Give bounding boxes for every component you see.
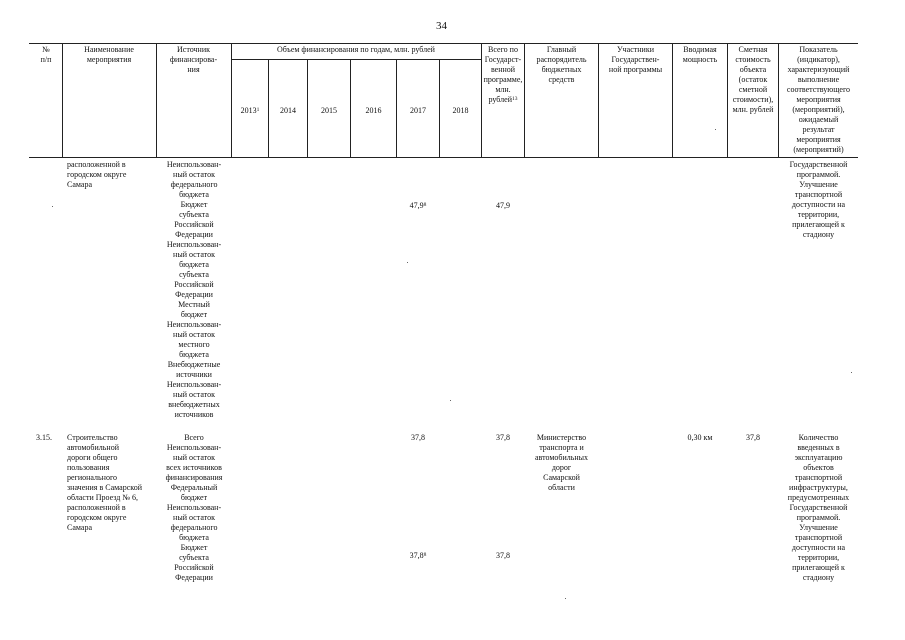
header-source-line: ния bbox=[187, 65, 200, 74]
block1-value-2017-number: 47,9 bbox=[409, 201, 424, 210]
header-participants-line: Участники bbox=[616, 45, 654, 54]
block2-manager-line: транспорта и bbox=[539, 443, 584, 452]
header-total-line: венной bbox=[490, 65, 516, 74]
block1-indicator-line: Государственной bbox=[789, 160, 848, 169]
block1-name-line: городском округе bbox=[67, 170, 127, 179]
block1-source-line: Федерации bbox=[175, 230, 213, 239]
block1-source-line: Местный bbox=[178, 300, 210, 309]
block1-source-line: Федерации bbox=[175, 290, 213, 299]
block1-indicator-tail bbox=[779, 160, 858, 240]
block1-source-line: Неиспользован- bbox=[166, 320, 222, 329]
table-top-border bbox=[29, 43, 858, 44]
header-year-2014: 2014 bbox=[280, 106, 296, 115]
header-year-2016: 2016 bbox=[365, 106, 382, 115]
block1-indicator-line: транспортной bbox=[794, 190, 843, 199]
header-indicator-line: (мероприятий) bbox=[793, 145, 844, 154]
block1-source-line: Российской bbox=[174, 280, 214, 289]
scan-speck bbox=[52, 206, 53, 207]
block1-source-line: Внебюджетные bbox=[167, 360, 221, 369]
header-num-line: п/п bbox=[40, 55, 52, 64]
header-manager-line: бюджетных bbox=[541, 65, 582, 74]
header-indicator-line: выполнение bbox=[797, 75, 840, 84]
block1-source-line: источники bbox=[176, 370, 212, 379]
block1-indicator-line: стадиону bbox=[802, 230, 835, 239]
block2-indicator-line: транспортной bbox=[794, 533, 843, 542]
header-total bbox=[482, 45, 524, 105]
header-manager-line: средств bbox=[548, 75, 575, 84]
year-label: 2013 bbox=[240, 106, 257, 115]
header-year-2013 bbox=[232, 106, 268, 116]
block2-source-line: финансирования bbox=[165, 473, 223, 482]
block2-name-line: Строительство bbox=[67, 433, 118, 442]
block2-name-line: расположенной в bbox=[67, 503, 126, 512]
block2-name-line: области Проезд № 6, bbox=[67, 493, 138, 502]
block2-indicator-line: прилегающей к bbox=[792, 563, 845, 572]
col-divider bbox=[231, 43, 232, 157]
block2-source bbox=[157, 433, 231, 583]
page-number: 34 bbox=[436, 20, 447, 32]
block2-name-line: Самара bbox=[67, 523, 92, 532]
header-total-line: программе, bbox=[483, 75, 523, 84]
block1-name-line: расположенной в bbox=[67, 160, 126, 169]
header-year-2017: 2017 bbox=[410, 106, 426, 115]
header-name bbox=[63, 45, 155, 65]
block1-source-line: ный остаток bbox=[173, 330, 215, 339]
block2-manager-line: автомобильных bbox=[534, 453, 589, 462]
header-name-line: мероприятия bbox=[86, 55, 132, 64]
year-footnote: 1 bbox=[256, 107, 260, 113]
header-cost-line: объекта bbox=[739, 65, 767, 74]
block1-value-2017 bbox=[397, 201, 439, 211]
block2-num: 3.15. bbox=[36, 433, 52, 442]
block1-name-tail bbox=[67, 160, 157, 190]
header-total-line: млн. bbox=[495, 85, 511, 94]
block1-source-line: ный остаток bbox=[173, 390, 215, 399]
block2-indicator-line: программой. bbox=[796, 513, 841, 522]
block1-source-line: внебюджетных bbox=[168, 400, 220, 409]
header-participants-line: ной программы bbox=[608, 65, 663, 74]
header-cost-line: сметной bbox=[738, 85, 768, 94]
block1-indicator-line: прилегающей к bbox=[792, 220, 845, 229]
block2-source-line: Бюджет bbox=[180, 543, 208, 552]
header-manager-line: распорядитель bbox=[536, 55, 587, 64]
block2-indicator-line: Государственной bbox=[789, 503, 848, 512]
block1-indicator-line: доступности на bbox=[791, 200, 846, 209]
block2-manager-line: области bbox=[548, 483, 575, 492]
header-participants-line: Государствен- bbox=[611, 55, 660, 64]
block2-indicator-line: предусмотренных bbox=[787, 493, 850, 502]
header-name-line: Наименование bbox=[84, 45, 134, 54]
block2-indicator-line: территории, bbox=[797, 553, 840, 562]
header-indicator-line: (мероприятий), bbox=[792, 105, 845, 114]
block2-source-line: субъекта bbox=[179, 553, 209, 562]
scan-speck bbox=[565, 598, 566, 599]
block2-capacity: 0,30 км bbox=[687, 433, 713, 442]
block2-indicator-line: введенных в bbox=[797, 443, 840, 452]
block2-value-total-subject: 37,8 bbox=[496, 551, 510, 560]
header-capacity-line: мощность bbox=[682, 55, 718, 64]
header-indicator-line: ожидаемый bbox=[798, 115, 839, 124]
header-year-2015: 2015 bbox=[321, 106, 337, 115]
block1-source-line: Неиспользован- bbox=[166, 160, 222, 169]
block2-name-line: регионального bbox=[67, 473, 118, 482]
block1-indicator-line: территории, bbox=[797, 210, 840, 219]
block2-source-line: Неиспользован- bbox=[166, 503, 222, 512]
block2-indicator-line: доступности на bbox=[791, 543, 846, 552]
block1-source-line: Российской bbox=[174, 220, 214, 229]
block1-name-line: Самара bbox=[67, 180, 92, 189]
scan-speck bbox=[450, 400, 451, 401]
block1-source-line: местного bbox=[178, 340, 210, 349]
header-total-word: рублей bbox=[488, 95, 512, 104]
header-source bbox=[157, 45, 230, 75]
header-manager bbox=[525, 45, 598, 85]
header-indicator-line: характеризующий bbox=[787, 65, 850, 74]
block2-source-line: бюджета bbox=[179, 533, 209, 542]
block1-source-line: бюджета bbox=[179, 190, 209, 199]
block1-indicator-line: программой. bbox=[796, 170, 841, 179]
header-indicator-line: результат bbox=[802, 125, 835, 134]
header-bottom-border bbox=[29, 157, 858, 158]
block1-source-line: субъекта bbox=[179, 270, 209, 279]
header-cost-line: стоимость bbox=[735, 55, 771, 64]
block2-name-line: автомобильной bbox=[67, 443, 119, 452]
header-year-2018: 2018 bbox=[452, 106, 469, 115]
block1-value-total: 47,9 bbox=[496, 201, 510, 210]
block2-name-line: дороги общего bbox=[67, 453, 118, 462]
header-cost bbox=[728, 45, 778, 115]
header-indicator-line: (индикатор), bbox=[797, 55, 840, 64]
block2-source-line: всех источников bbox=[166, 463, 222, 472]
block2-manager-line: дорог bbox=[551, 463, 572, 472]
scan-speck bbox=[407, 262, 408, 263]
block2-value-total: 37,8 bbox=[496, 433, 510, 442]
block2-source-line: Неиспользован- bbox=[166, 443, 222, 452]
block1-source-line: ный остаток bbox=[173, 250, 215, 259]
block2-name-line: пользования bbox=[67, 463, 110, 472]
header-num bbox=[31, 45, 61, 65]
block2-indicator-line: стадиону bbox=[802, 573, 835, 582]
header-participants bbox=[599, 45, 672, 75]
header-indicator-line: Показатель bbox=[799, 45, 838, 54]
block1-indicator-line: Улучшение bbox=[799, 180, 838, 189]
block2-indicator-line: Улучшение bbox=[799, 523, 838, 532]
block2-source-line: ный остаток bbox=[173, 513, 215, 522]
header-indicator-line: мероприятия bbox=[796, 95, 841, 104]
block2-value-2017-subject bbox=[397, 551, 439, 561]
block1-source-line: федерального bbox=[170, 180, 218, 189]
block2-manager bbox=[525, 433, 598, 493]
block1-source-line: ный остаток bbox=[173, 170, 215, 179]
header-total-line: Всего по bbox=[488, 45, 518, 54]
block2-value-2017: 37,8 bbox=[411, 433, 425, 442]
block1-source-line: источников bbox=[174, 410, 214, 419]
header-manager-line: Главный bbox=[546, 45, 577, 54]
block2-name-line: значения в Самарской bbox=[67, 483, 143, 492]
header-capacity-line: Вводимая bbox=[683, 45, 717, 54]
block2-indicator-line: объектов bbox=[803, 463, 834, 472]
block2-name-line: городском округе bbox=[67, 513, 127, 522]
block2-name bbox=[67, 433, 157, 533]
header-capacity bbox=[673, 45, 727, 65]
block1-source-line: Неиспользован- bbox=[166, 380, 222, 389]
block2-value-2017-subject-footnote: 8 bbox=[423, 552, 427, 558]
block2-indicator bbox=[779, 433, 858, 583]
header-cost-line: млн. рублей bbox=[732, 105, 774, 114]
block2-manager-line: Самарской bbox=[543, 473, 580, 482]
header-source-line: Источник bbox=[177, 45, 210, 54]
block2-source-line: бюджет bbox=[180, 493, 208, 502]
header-indicator-line: мероприятия bbox=[796, 135, 841, 144]
block2-source-line: Федерации bbox=[175, 573, 213, 582]
header-financing-group: Объем финансирования по годам, млн. рублей bbox=[277, 45, 435, 54]
block1-source-line: Бюджет bbox=[180, 200, 208, 209]
block2-indicator-line: инфраструктуры, bbox=[789, 483, 848, 492]
block2-source-line: федерального bbox=[170, 523, 218, 532]
block1-source-line: бюджета bbox=[179, 260, 209, 269]
header-indicator bbox=[779, 45, 858, 155]
header-num-line: № bbox=[42, 45, 50, 54]
block1-source-line: бюджета bbox=[179, 350, 209, 359]
block1-source-line: субъекта bbox=[179, 210, 209, 219]
block2-manager-line: Министерство bbox=[536, 433, 587, 442]
block2-source-line: ный остаток bbox=[173, 453, 215, 462]
scan-speck bbox=[851, 372, 852, 373]
block2-source-line: Федеральный bbox=[170, 483, 218, 492]
block1-source-line: бюджет bbox=[180, 310, 208, 319]
block2-indicator-line: эксплуатацию bbox=[794, 453, 843, 462]
header-source-line: финансирова- bbox=[169, 55, 218, 64]
header-cost-line: Сметная bbox=[738, 45, 768, 54]
header-total-line: Государст- bbox=[484, 55, 522, 64]
block2-cost: 37,8 bbox=[746, 433, 760, 442]
header-cost-line: стоимости), bbox=[732, 95, 774, 104]
block2-source-line: Всего bbox=[184, 433, 204, 442]
block2-indicator-line: Количество bbox=[798, 433, 839, 442]
header-indicator-line: соответствующего bbox=[786, 85, 851, 94]
block2-indicator-line: транспортной bbox=[794, 473, 843, 482]
header-total-line bbox=[482, 95, 524, 105]
block2-value-2017-subject-number: 37,8 bbox=[409, 551, 424, 560]
block1-value-2017-footnote: 8 bbox=[423, 202, 427, 208]
header-total-footnote: 13 bbox=[511, 96, 518, 102]
block2-source-line: Российской bbox=[174, 563, 214, 572]
scan-speck bbox=[715, 129, 716, 130]
header-cost-line: (остаток bbox=[738, 75, 768, 84]
block1-source bbox=[157, 160, 231, 420]
block1-source-line: Неиспользован- bbox=[166, 240, 222, 249]
